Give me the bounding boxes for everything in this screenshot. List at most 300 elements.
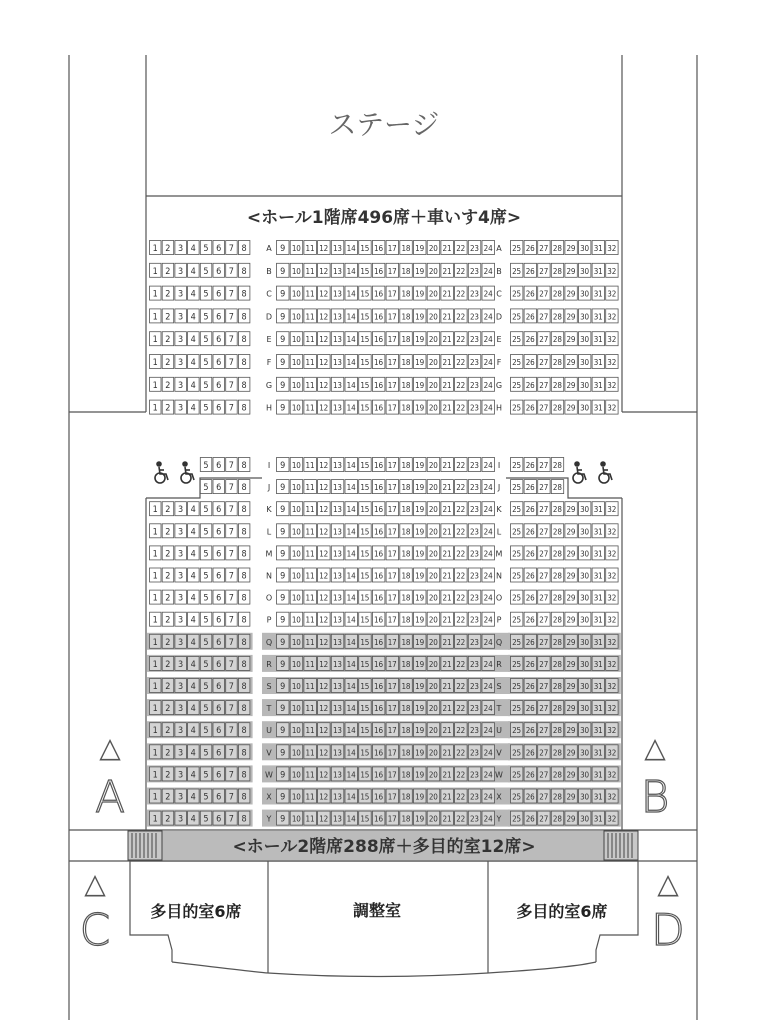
row-label: N xyxy=(496,571,502,581)
seat-number: 30 xyxy=(580,770,590,780)
seat-number: 28 xyxy=(552,527,562,537)
seat-number: 16 xyxy=(374,792,384,802)
seat-number: 25 xyxy=(512,637,522,647)
seat-number: 24 xyxy=(483,335,493,345)
row-label: T xyxy=(266,704,272,714)
seat-number: 31 xyxy=(593,549,603,559)
seat-number: 2 xyxy=(165,770,171,781)
seat-number: 4 xyxy=(190,527,196,538)
seat-number: 21 xyxy=(442,770,452,780)
seat-number: 25 xyxy=(512,380,522,390)
seat-number: 13 xyxy=(332,403,342,413)
seat-number: 2 xyxy=(165,659,171,670)
seat-number: 23 xyxy=(469,461,479,470)
seat-number: 18 xyxy=(401,289,411,299)
row-label: M xyxy=(495,549,503,559)
seat-number: 23 xyxy=(469,527,479,537)
seat-number: 8 xyxy=(241,335,247,346)
seat-number: 6 xyxy=(216,527,222,538)
seat-number: 7 xyxy=(228,403,234,414)
seat-row-k xyxy=(150,502,619,516)
seat-number: 23 xyxy=(469,549,479,559)
seat-number: 3 xyxy=(177,571,184,582)
seat-number: 26 xyxy=(525,549,535,559)
seat-number: 3 xyxy=(177,289,184,300)
seat-number: 26 xyxy=(525,483,535,493)
seat-number: 31 xyxy=(593,659,603,669)
seat-number: 26 xyxy=(525,289,535,299)
row-label: S xyxy=(496,682,502,691)
row-label: Q xyxy=(265,637,273,647)
seat-number: 28 xyxy=(552,461,562,470)
seat-number: 20 xyxy=(428,266,438,276)
seat-number: 30 xyxy=(580,814,590,824)
seat-number: 27 xyxy=(539,505,549,515)
seat-number: 13 xyxy=(332,483,342,493)
seat-number: 18 xyxy=(401,266,411,276)
seat-number: 5 xyxy=(203,549,209,560)
seat-number: 13 xyxy=(332,549,342,559)
seat-number: 29 xyxy=(566,659,576,669)
seat-number: 27 xyxy=(539,593,549,603)
row-label: K xyxy=(496,505,502,515)
seat-number: 25 xyxy=(512,549,522,559)
seat-number: 11 xyxy=(305,726,315,736)
seat-number: 13 xyxy=(332,461,342,470)
seat-number: 8 xyxy=(241,814,247,825)
seat-number: 23 xyxy=(469,726,479,736)
seat-number: 29 xyxy=(566,335,576,345)
seat-number: 23 xyxy=(469,505,479,515)
row-label: B xyxy=(266,266,272,276)
seat-number: 10 xyxy=(291,792,301,802)
seat-number: 2 xyxy=(165,312,171,323)
room-center-label: 調整室 xyxy=(352,901,402,920)
seat-number: 13 xyxy=(332,682,342,691)
seat-number: 26 xyxy=(525,726,535,736)
seat-number: 24 xyxy=(483,814,493,824)
seat-number: 5 xyxy=(203,289,209,300)
row-label: W xyxy=(495,770,503,780)
seat-number: 24 xyxy=(483,483,493,493)
seat-number: 19 xyxy=(415,659,425,669)
row-label: L xyxy=(496,527,502,537)
seat-number: 16 xyxy=(374,637,384,647)
seat-number: 23 xyxy=(469,380,479,390)
seat-number: 26 xyxy=(525,312,535,322)
seat-number: 7 xyxy=(228,312,234,323)
seat-number: 21 xyxy=(442,461,452,470)
seat-number: 27 xyxy=(539,637,549,647)
seat-number: 5 xyxy=(203,704,209,715)
seat-number: 13 xyxy=(332,312,342,322)
seat-number: 22 xyxy=(456,461,466,470)
seat-number: 19 xyxy=(415,726,425,736)
seat-number: 23 xyxy=(469,814,479,824)
seat-number: 14 xyxy=(346,403,356,413)
seat-number: 24 xyxy=(483,571,493,581)
floor1-title: <ホール1階席496席＋車いす4席> xyxy=(246,208,522,228)
seat-number: 16 xyxy=(374,244,384,253)
seat-number: 3 xyxy=(177,312,184,323)
seat-number: 30 xyxy=(580,571,590,581)
row-label: H xyxy=(495,403,503,413)
seat-number: 10 xyxy=(291,312,301,322)
seat-number: 14 xyxy=(346,615,356,625)
seat-number: 22 xyxy=(456,704,466,714)
exit-c-letter: C xyxy=(79,905,111,956)
seat-number: 3 xyxy=(177,770,184,781)
seat-number: 30 xyxy=(580,549,590,559)
seat-row-l xyxy=(150,524,619,538)
seat-number: 10 xyxy=(291,637,301,647)
seat-number: 11 xyxy=(305,505,315,515)
seat-number: 8 xyxy=(241,505,247,516)
seat-number: 20 xyxy=(428,615,438,625)
seat-number: 13 xyxy=(332,593,342,603)
seat-number: 13 xyxy=(332,527,342,537)
seat-number: 21 xyxy=(442,289,452,299)
seat-number: 19 xyxy=(415,527,425,537)
seat-number: 14 xyxy=(346,335,356,345)
seat-number: 27 xyxy=(539,403,549,413)
seat-number: 17 xyxy=(387,483,397,493)
seat-number: 6 xyxy=(216,403,222,414)
seat-number: 29 xyxy=(566,726,576,736)
seat-number: 19 xyxy=(415,312,425,322)
seat-number: 6 xyxy=(216,289,222,300)
row-label: O xyxy=(265,593,273,603)
seat-number: 9 xyxy=(280,358,286,368)
seat-number: 7 xyxy=(228,593,234,604)
seat-number: 1 xyxy=(152,335,158,346)
seat-number: 7 xyxy=(228,659,234,670)
seat-number: 4 xyxy=(190,312,196,323)
seat-number: 15 xyxy=(360,483,370,493)
seat-number: 28 xyxy=(552,659,562,669)
seat-number: 10 xyxy=(291,483,301,493)
seat-number: 2 xyxy=(165,505,171,516)
seat-number: 7 xyxy=(228,682,234,692)
seat-number: 13 xyxy=(332,289,342,299)
seat-number: 16 xyxy=(374,403,384,413)
seat-number: 11 xyxy=(305,312,315,322)
seat-number: 27 xyxy=(539,615,549,625)
seat-number: 4 xyxy=(190,726,196,737)
wheelchair-icon xyxy=(599,462,612,483)
seat-number: 24 xyxy=(483,549,493,559)
seat-number: 6 xyxy=(216,266,222,277)
seat-number: 4 xyxy=(190,792,196,803)
seat-number: 22 xyxy=(456,312,466,322)
seat-number: 4 xyxy=(190,289,196,300)
seat-number: 22 xyxy=(456,571,466,581)
seat-number: 28 xyxy=(552,549,562,559)
seat-number: 19 xyxy=(415,505,425,515)
seat-number: 24 xyxy=(483,682,493,691)
seat-number: 1 xyxy=(152,637,158,648)
seat-number: 20 xyxy=(428,792,438,802)
seat-row-j xyxy=(200,480,563,494)
seat-number: 5 xyxy=(203,770,209,781)
exit-b-letter: B xyxy=(640,772,670,823)
seat-number: 22 xyxy=(456,682,466,691)
seat-number: 1 xyxy=(152,505,158,516)
wheelchair-icon xyxy=(573,462,586,483)
seat-number: 26 xyxy=(525,380,535,390)
seat-row-e xyxy=(150,332,619,346)
seat-number: 24 xyxy=(483,770,493,780)
seat-number: 30 xyxy=(580,312,590,322)
seat-number: 6 xyxy=(216,312,222,323)
seat-number: 4 xyxy=(190,637,196,648)
seat-number: 27 xyxy=(539,748,549,758)
seat-number: 17 xyxy=(387,682,397,691)
exit-a-marker: △ xyxy=(99,731,121,764)
seat-number: 16 xyxy=(374,682,384,691)
seat-number: 14 xyxy=(346,266,356,276)
seat-number: 8 xyxy=(241,549,247,560)
seat-number: 26 xyxy=(525,682,535,691)
row-label: O xyxy=(495,593,503,603)
seat-number: 20 xyxy=(428,505,438,515)
seat-number: 20 xyxy=(428,244,438,253)
seat-number: 22 xyxy=(456,615,466,625)
seat-number: 24 xyxy=(483,637,493,647)
seat-number: 13 xyxy=(332,748,342,758)
seat-number: 26 xyxy=(525,244,535,253)
exit-b-marker: △ xyxy=(644,731,666,764)
seat-number: 25 xyxy=(512,615,522,625)
seat-number: 17 xyxy=(387,312,397,322)
seat-number: 27 xyxy=(539,659,549,669)
seat-number: 22 xyxy=(456,770,466,780)
seat-number: 17 xyxy=(387,289,397,299)
seat-number: 2 xyxy=(165,704,171,715)
seat-number: 29 xyxy=(566,637,576,647)
seat-number: 25 xyxy=(512,403,522,413)
seat-number: 30 xyxy=(580,380,590,390)
seat-number: 26 xyxy=(525,748,535,758)
seat-number: 10 xyxy=(291,593,301,603)
seat-number: 1 xyxy=(152,748,158,759)
row-label: C xyxy=(266,289,272,299)
seat-number: 9 xyxy=(280,704,286,715)
seat-number: 25 xyxy=(512,266,522,276)
seat-number: 11 xyxy=(305,637,315,647)
seat-number: 7 xyxy=(228,289,234,300)
seat-number: 10 xyxy=(291,335,301,345)
seat-number: 6 xyxy=(216,461,222,471)
seat-number: 20 xyxy=(428,312,438,322)
seat-number: 5 xyxy=(203,571,209,582)
seat-number: 13 xyxy=(332,792,342,802)
seat-number: 20 xyxy=(428,704,438,714)
seat-number: 28 xyxy=(552,335,562,345)
seat-number: 25 xyxy=(512,792,522,802)
seat-number: 26 xyxy=(525,266,535,276)
seat-number: 14 xyxy=(346,571,356,581)
seat-number: 11 xyxy=(305,593,315,603)
seat-number: 2 xyxy=(165,266,171,277)
seat-number: 20 xyxy=(428,289,438,299)
seat-number: 32 xyxy=(607,358,617,367)
seat-number: 25 xyxy=(512,358,522,367)
seat-number: 32 xyxy=(607,682,617,691)
seat-number: 30 xyxy=(580,505,590,515)
seat-number: 15 xyxy=(360,335,370,345)
seat-number: 3 xyxy=(177,792,184,803)
seat-number: 18 xyxy=(401,748,411,758)
seat-number: 3 xyxy=(177,748,184,759)
seat-number: 1 xyxy=(152,615,158,626)
seat-number: 11 xyxy=(305,571,315,581)
seat-number: 27 xyxy=(539,266,549,276)
seat-number: 24 xyxy=(483,380,493,390)
seat-number: 1 xyxy=(152,403,158,414)
seat-number: 21 xyxy=(442,792,452,802)
seat-number: 4 xyxy=(190,748,196,759)
seat-number: 18 xyxy=(401,814,411,824)
seat-number: 28 xyxy=(552,615,562,625)
seat-number: 29 xyxy=(566,682,576,691)
seat-number: 15 xyxy=(360,380,370,390)
seat-number: 17 xyxy=(387,266,397,276)
seat-number: 9 xyxy=(280,748,286,759)
seat-number: 4 xyxy=(190,403,196,414)
seat-number: 10 xyxy=(291,461,301,470)
seat-number: 18 xyxy=(401,659,411,669)
seat-number: 26 xyxy=(525,358,535,367)
seat-row-b xyxy=(150,263,619,277)
seat-number: 12 xyxy=(319,549,329,559)
seat-number: 30 xyxy=(580,244,590,253)
seat-number: 9 xyxy=(280,527,286,538)
seat-number: 8 xyxy=(241,593,247,604)
seat-number: 32 xyxy=(607,505,617,515)
row-label: M xyxy=(265,549,273,559)
seat-number: 12 xyxy=(319,659,329,669)
seat-number: 17 xyxy=(387,527,397,537)
seat-number: 18 xyxy=(401,682,411,691)
seat-number: 2 xyxy=(165,571,171,582)
seat-number: 17 xyxy=(387,505,397,515)
seat-number: 21 xyxy=(442,748,452,758)
seat-number: 5 xyxy=(203,637,209,648)
seat-number: 7 xyxy=(228,527,234,538)
seat-number: 8 xyxy=(241,726,247,737)
seat-number: 7 xyxy=(228,461,234,471)
seat-number: 29 xyxy=(566,380,576,390)
row-label: I xyxy=(497,461,501,470)
seat-number: 25 xyxy=(512,704,522,714)
seat-number: 10 xyxy=(291,244,301,253)
seat-number: 15 xyxy=(360,814,370,824)
seat-number: 25 xyxy=(512,461,522,470)
seat-number: 3 xyxy=(177,726,184,737)
seat-number: 3 xyxy=(177,682,184,692)
seat-number: 18 xyxy=(401,380,411,390)
seat-number: 7 xyxy=(228,726,234,737)
seat-number: 21 xyxy=(442,358,452,367)
seat-number: 28 xyxy=(552,770,562,780)
seat-number: 24 xyxy=(483,312,493,322)
seat-number: 14 xyxy=(346,593,356,603)
row-label: D xyxy=(265,312,273,322)
row-label: G xyxy=(265,380,273,390)
seat-number: 1 xyxy=(152,770,158,781)
seat-number: 28 xyxy=(552,726,562,736)
seat-number: 20 xyxy=(428,593,438,603)
seat-number: 17 xyxy=(387,403,397,413)
seat-number: 26 xyxy=(525,770,535,780)
seat-number: 28 xyxy=(552,312,562,322)
seat-number: 15 xyxy=(360,726,370,736)
seat-number: 21 xyxy=(442,403,452,413)
seat-number: 32 xyxy=(607,549,617,559)
seat-number: 20 xyxy=(428,726,438,736)
seat-number: 21 xyxy=(442,549,452,559)
seat-number: 19 xyxy=(415,770,425,780)
seat-number: 14 xyxy=(346,792,356,802)
seat-number: 14 xyxy=(346,527,356,537)
seat-number: 8 xyxy=(241,659,247,670)
seat-number: 16 xyxy=(374,335,384,345)
seat-number: 10 xyxy=(291,505,301,515)
seat-number: 23 xyxy=(469,266,479,276)
seat-number: 12 xyxy=(319,792,329,802)
seat-number: 1 xyxy=(152,549,158,560)
seat-number: 20 xyxy=(428,483,438,493)
seat-number: 8 xyxy=(241,461,247,471)
row-label: E xyxy=(496,335,502,345)
seat-row-c xyxy=(150,286,619,300)
seat-number: 24 xyxy=(483,505,493,515)
seat-row-a xyxy=(150,241,619,255)
seat-number: 30 xyxy=(580,726,590,736)
seat-number: 11 xyxy=(305,682,315,691)
seat-number: 23 xyxy=(469,403,479,413)
seat-number: 27 xyxy=(539,726,549,736)
seat-number: 4 xyxy=(190,814,196,825)
seat-number: 13 xyxy=(332,244,342,253)
seat-number: 31 xyxy=(593,682,603,691)
seat-number: 7 xyxy=(228,704,234,715)
seat-number: 12 xyxy=(319,704,329,714)
seat-number: 32 xyxy=(607,726,617,736)
seat-row-r xyxy=(147,655,621,672)
seat-number: 11 xyxy=(305,527,315,537)
seat-number: 23 xyxy=(469,593,479,603)
seat-number: 5 xyxy=(203,483,209,494)
seat-number: 29 xyxy=(566,403,576,413)
seat-number: 16 xyxy=(374,358,384,367)
seat-number: 26 xyxy=(525,615,535,625)
seat-number: 3 xyxy=(177,659,184,670)
seat-number: 27 xyxy=(539,792,549,802)
seat-number: 29 xyxy=(566,770,576,780)
seat-number: 23 xyxy=(469,682,479,691)
seat-number: 2 xyxy=(165,726,171,737)
seat-number: 6 xyxy=(216,380,222,391)
row-label: Y xyxy=(266,814,272,824)
seat-number: 17 xyxy=(387,461,397,470)
row-label: V xyxy=(266,748,272,758)
seat-number: 9 xyxy=(280,483,286,494)
seat-number: 5 xyxy=(203,615,209,626)
seat-number: 12 xyxy=(319,403,329,413)
seat-number: 31 xyxy=(593,593,603,603)
